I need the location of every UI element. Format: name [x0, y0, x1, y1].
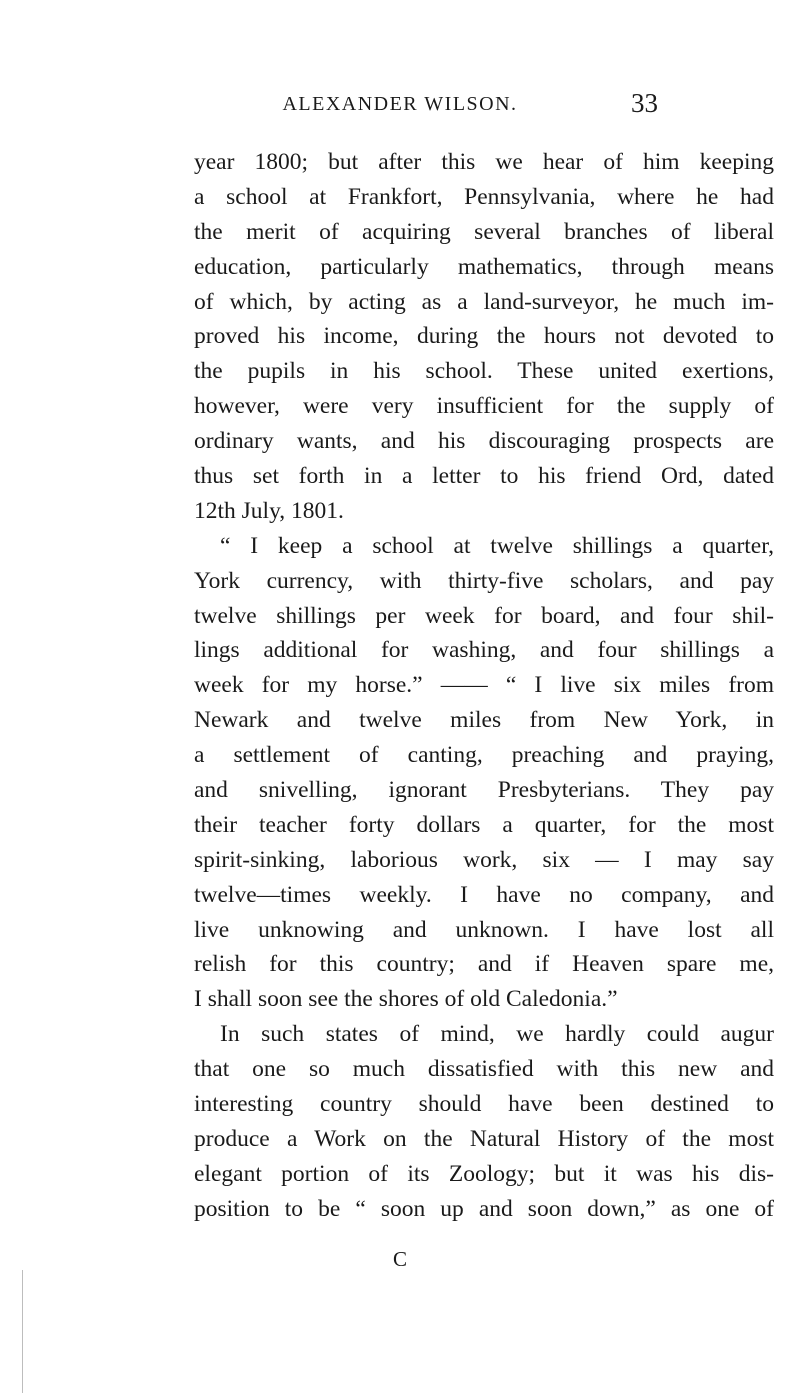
text-line: and snivelling, ignorant Presbyterians. They pay: [194, 777, 774, 804]
text-line: year 1800; but after this we hear of him keeping: [194, 149, 774, 175]
text-line: position to be “ soon up and soon down,” as one of: [194, 1195, 774, 1222]
text-line: live unknowing and unknown. I have lost all: [194, 916, 774, 943]
body-text: [194, 145, 774, 1227]
text-line: a school at Frankfort, Pennsylvania, where he had: [194, 183, 774, 210]
text-line: relish for this country; and if Heaven spare me,: [194, 951, 774, 978]
text-line: a settlement of canting, preaching and praying,: [194, 742, 774, 769]
text-line: interesting country should have been destined to: [194, 1091, 774, 1118]
text-line: their teacher forty dollars a quarter, for the most: [194, 811, 774, 838]
text-line: education, particularly mathematics, through means: [194, 253, 774, 280]
text-line: Newark and twelve miles from New York, in: [194, 707, 774, 734]
running-head: [0, 88, 800, 128]
running-title: ALEXANDER WILSON.: [282, 93, 518, 115]
text-line: In such states of mind, we hardly could augur: [220, 1021, 774, 1048]
text-line: “ I keep a school at twelve shillings a quarter,: [220, 532, 774, 559]
text-line: week for my horse.” —— “ I live six miles from: [194, 672, 774, 699]
text-line: lings additional for washing, and four shillings a: [194, 637, 774, 664]
text-line: twelve—times weekly. I have no company, and: [194, 881, 774, 908]
text-line: spirit-sinking, laborious work, six — I may say: [194, 846, 774, 873]
text-line: that one so much dissatisfied with this new and: [194, 1056, 774, 1083]
text-line: of which, by acting as a land-surveyor, he much im-: [194, 288, 774, 315]
page-number: 33: [631, 88, 658, 118]
text-line: ordinary wants, and his discouraging prospects are: [194, 428, 774, 455]
text-line: elegant portion of its Zoology; but it was his dis-: [194, 1160, 774, 1187]
text-line: twelve shillings per week for board, and four shil-: [194, 602, 774, 629]
text-line: however, were very insufficient for the supply of: [194, 393, 774, 420]
text-line: York currency, with thirty-five scholars, and pay: [194, 567, 774, 594]
text-line: the pupils in his school. These united exertions,: [194, 358, 774, 385]
signature-mark: C: [392, 1247, 407, 1271]
text-line: 12th July, 1801.: [194, 497, 344, 524]
page-edge-line: [22, 1270, 23, 1393]
text-line: thus set forth in a letter to his friend Ord, dated: [194, 463, 774, 490]
text-line: proved his income, during the hours not devoted to: [194, 323, 774, 350]
text-line: I shall soon see the shores of old Caledonia.”: [194, 986, 618, 1013]
text-line: produce a Work on the Natural History of the most: [194, 1125, 774, 1152]
text-line: the merit of acquiring several branches of liberal: [194, 218, 774, 245]
